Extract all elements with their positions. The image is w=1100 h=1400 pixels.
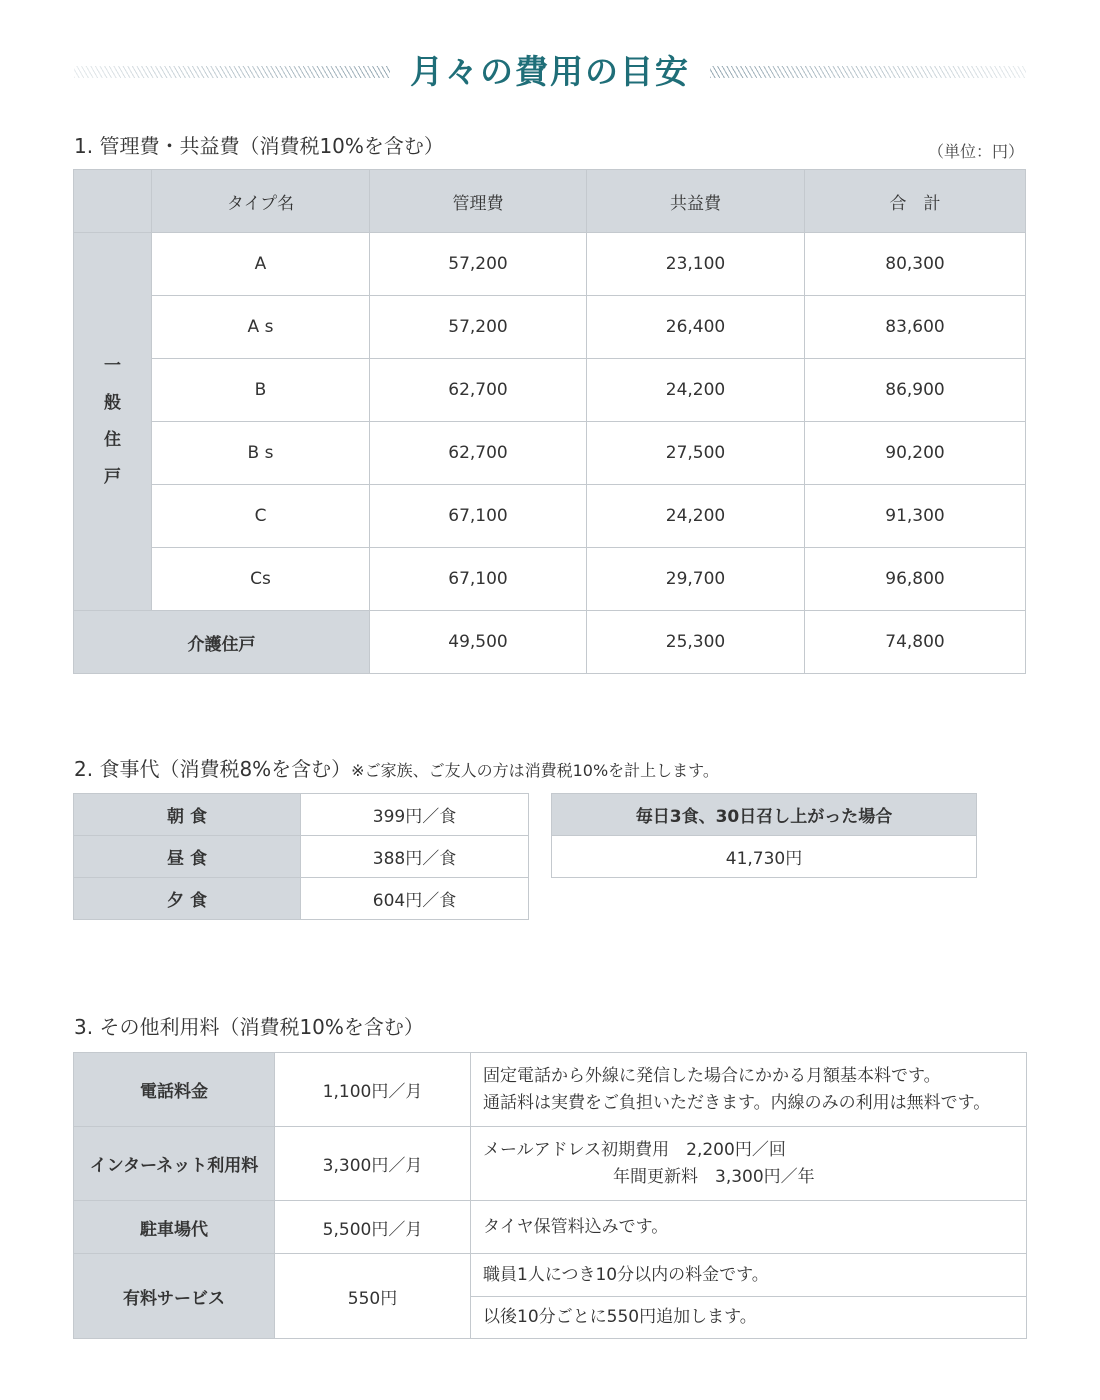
table-row	[74, 1127, 1027, 1201]
monthly-meal-value: 41,730円	[552, 836, 977, 878]
total-cell: 83,600	[805, 296, 1026, 359]
section1-title: 1. 管理費・共益費（消費税10%を含む）	[74, 134, 444, 158]
general-unit-label	[74, 233, 152, 611]
table-row	[74, 878, 529, 920]
other-fees-table	[73, 1052, 1027, 1339]
total-cell: 74,800	[805, 611, 1026, 674]
kanri-cell: 67,100	[370, 485, 587, 548]
total-cell: 96,800	[805, 548, 1026, 611]
meal-price: 399円／食	[301, 794, 529, 836]
care-unit-label: 介護住戸	[74, 611, 370, 674]
page-title: 月々の費用の目安	[410, 52, 690, 91]
section2-note: ※ご家族、ご友人の方は消費税10%を計上します。	[351, 761, 719, 780]
kyoeki-cell: 25,300	[587, 611, 805, 674]
monthly-meal-label: 毎日3食、30日召し上がった場合	[552, 794, 977, 836]
fee-label: 駐車場代	[74, 1201, 275, 1254]
table-row	[74, 422, 1026, 485]
desc-line: 固定電話から外線に発信した場合にかかる月額基本料です。	[483, 1065, 941, 1086]
total-cell: 91,300	[805, 485, 1026, 548]
header-kanri: 管理費	[370, 170, 587, 233]
kyoeki-cell: 23,100	[587, 233, 805, 296]
type-cell: B s	[152, 422, 370, 485]
table-row	[74, 359, 1026, 422]
desc-line: 通話料は実費をご負担いただきます。内線のみの利用は無料です。	[483, 1092, 991, 1113]
fee-description: タイヤ保管料込みです。	[471, 1201, 1027, 1254]
unit-label: （単位：円）	[927, 142, 1024, 161]
table-row	[74, 485, 1026, 548]
group-label-char: 一	[104, 355, 121, 376]
header-blank	[74, 170, 152, 233]
meal-label: 昼 食	[74, 836, 301, 878]
meal-label: 夕 食	[74, 878, 301, 920]
kanri-cell: 57,200	[370, 296, 587, 359]
type-cell: Cs	[152, 548, 370, 611]
table-row	[74, 794, 529, 836]
table-row	[74, 1201, 1027, 1254]
management-fee-table	[73, 169, 1026, 674]
total-cell: 90,200	[805, 422, 1026, 485]
meal-label: 朝 食	[74, 794, 301, 836]
kanri-cell: 67,100	[370, 548, 587, 611]
table-row	[74, 1053, 1027, 1127]
kyoeki-cell: 24,200	[587, 359, 805, 422]
type-cell: C	[152, 485, 370, 548]
type-cell: B	[152, 359, 370, 422]
page-title-area	[74, 50, 1026, 94]
total-cell: 86,900	[805, 359, 1026, 422]
desc-line: メールアドレス初期費用 2,200円／回	[483, 1139, 786, 1160]
kyoeki-cell: 29,700	[587, 548, 805, 611]
meal-price-table	[73, 793, 529, 920]
header-total: 合 計	[805, 170, 1026, 233]
table-row-care	[74, 611, 1026, 674]
kyoeki-cell: 27,500	[587, 422, 805, 485]
meal-price: 604円／食	[301, 878, 529, 920]
kanri-cell: 49,500	[370, 611, 587, 674]
table-row	[74, 836, 529, 878]
group-label-char: 住	[104, 429, 121, 450]
fee-description	[471, 1127, 1027, 1201]
total-cell: 80,300	[805, 233, 1026, 296]
fee-label: インターネット利用料	[74, 1127, 275, 1201]
table-row	[74, 1254, 1027, 1297]
table-row	[552, 794, 977, 836]
kyoeki-cell: 26,400	[587, 296, 805, 359]
kanri-cell: 62,700	[370, 422, 587, 485]
table-row	[74, 296, 1026, 359]
section2-title: 2. 食事代（消費税8%を含む）	[74, 757, 352, 781]
meal-price: 388円／食	[301, 836, 529, 878]
header-kyoeki: 共益費	[587, 170, 805, 233]
type-cell: A	[152, 233, 370, 296]
table-row	[74, 233, 1026, 296]
fee-label: 有料サービス	[74, 1254, 275, 1339]
fee-label: 電話料金	[74, 1053, 275, 1127]
title-decoration-right	[710, 66, 1026, 78]
fee-price: 1,100円／月	[275, 1053, 471, 1127]
fee-description: 職員1人につき10分以内の料金です。	[471, 1254, 1027, 1297]
header-type: タイプ名	[152, 170, 370, 233]
type-cell: A s	[152, 296, 370, 359]
fee-description: 以後10分ごとに550円追加します。	[471, 1297, 1027, 1339]
group-label-char: 戸	[104, 466, 121, 487]
fee-price: 550円	[275, 1254, 471, 1339]
desc-line: 年間更新料 3,300円／年	[613, 1166, 815, 1187]
kyoeki-cell: 24,200	[587, 485, 805, 548]
table-row	[552, 836, 977, 878]
monthly-meal-table	[551, 793, 977, 878]
section3-title: 3. その他利用料（消費税10%を含む）	[74, 1015, 424, 1039]
fee-price: 5,500円／月	[275, 1201, 471, 1254]
fee-description	[471, 1053, 1027, 1127]
group-label-char: 般	[104, 392, 121, 413]
section2-title-line	[74, 753, 719, 782]
table-header-row	[74, 170, 1026, 233]
kanri-cell: 57,200	[370, 233, 587, 296]
table-row	[74, 548, 1026, 611]
kanri-cell: 62,700	[370, 359, 587, 422]
fee-price: 3,300円／月	[275, 1127, 471, 1201]
